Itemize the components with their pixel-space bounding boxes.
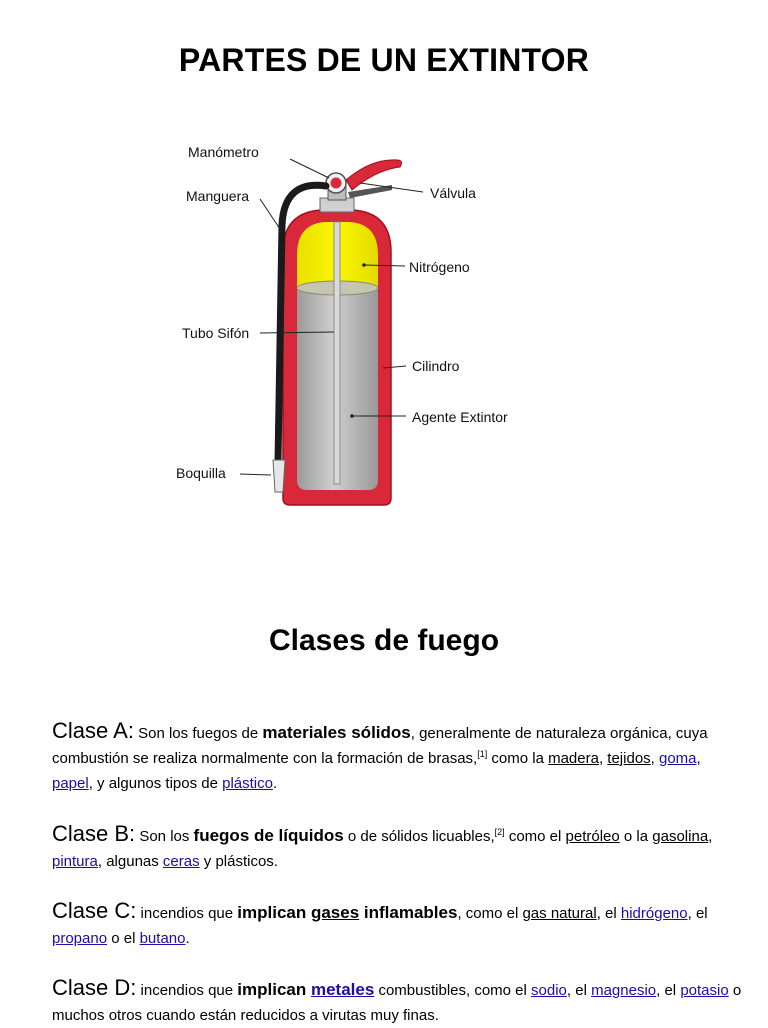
nozzle — [273, 460, 285, 492]
link-plastico[interactable]: plástico — [222, 775, 273, 792]
label-manguera: Manguera — [186, 188, 250, 204]
link-petroleo[interactable]: petróleo — [565, 828, 620, 845]
clase-d-paragraph: Clase D: incendios que implican metales combustibles, como el sodio, el magnesio, el potasio o muchos otros cuando están reducidos a virutas muy finas. — [52, 975, 742, 1024]
link-goma[interactable]: goma — [659, 750, 697, 767]
link-tejidos[interactable]: tejidos — [607, 750, 651, 767]
label-valvula: Válvula — [430, 185, 476, 201]
link-gases[interactable]: gases — [310, 903, 360, 922]
label-tubo-sifon: Tubo Sifón — [182, 325, 250, 341]
link-hidrogeno[interactable]: hidrógeno — [620, 905, 688, 922]
link-pintura[interactable]: pintura — [52, 853, 98, 870]
link-madera[interactable]: madera — [548, 750, 599, 767]
link-sodio[interactable]: sodio — [531, 982, 567, 999]
clase-c-paragraph: Clase C: incendios que implican gases inflamables, como el gas natural, el hidrógeno, el propano o el butano. — [52, 898, 708, 947]
link-metales[interactable]: metales — [310, 980, 375, 999]
clase-b-heading: Clase B — [52, 821, 130, 846]
reference-1[interactable]: [1] — [477, 749, 488, 759]
label-boquilla: Boquilla — [176, 465, 226, 481]
clase-d-heading: Clase D — [52, 975, 131, 1000]
link-ceras[interactable]: ceras — [162, 853, 200, 870]
link-gas-natural[interactable]: gas natural — [522, 905, 597, 922]
link-propano[interactable]: propano — [52, 930, 108, 947]
label-cilindro: Cilindro — [412, 358, 460, 374]
label-agente-extintor: Agente Extintor — [412, 409, 508, 425]
link-papel[interactable]: papel — [52, 775, 89, 792]
link-butano[interactable]: butano — [139, 930, 186, 947]
clase-c-heading: Clase C — [52, 898, 131, 923]
clase-a-heading: Clase A — [52, 718, 128, 743]
page-title: PARTES DE UN EXTINTOR — [178, 42, 590, 78]
label-manometro: Manómetro — [188, 144, 259, 160]
section-title: Clases de fuego — [268, 624, 500, 657]
siphon-tube — [334, 222, 340, 484]
link-gasolina[interactable]: gasolina — [652, 828, 709, 845]
link-potasio[interactable]: potasio — [680, 982, 729, 999]
reference-2[interactable]: [2] — [494, 827, 505, 837]
clase-b-paragraph: Clase B: Son los fuegos de líquidos o de sólidos licuables,[2] como el petróleo o la gasolina, pintura, algunas ceras y plásticos. — [52, 821, 713, 870]
clase-a-paragraph: Clase A: Son los fuegos de materiales sólidos, generalmente de naturaleza orgánica, cuya combustión se realiza normalmente con la formación de brasas,[1] como la madera, tejidos, goma, papel, y algunos tipos de plástico. — [52, 718, 708, 792]
label-nitrogeno: Nitrógeno — [409, 259, 470, 275]
link-magnesio[interactable]: magnesio — [591, 982, 657, 999]
